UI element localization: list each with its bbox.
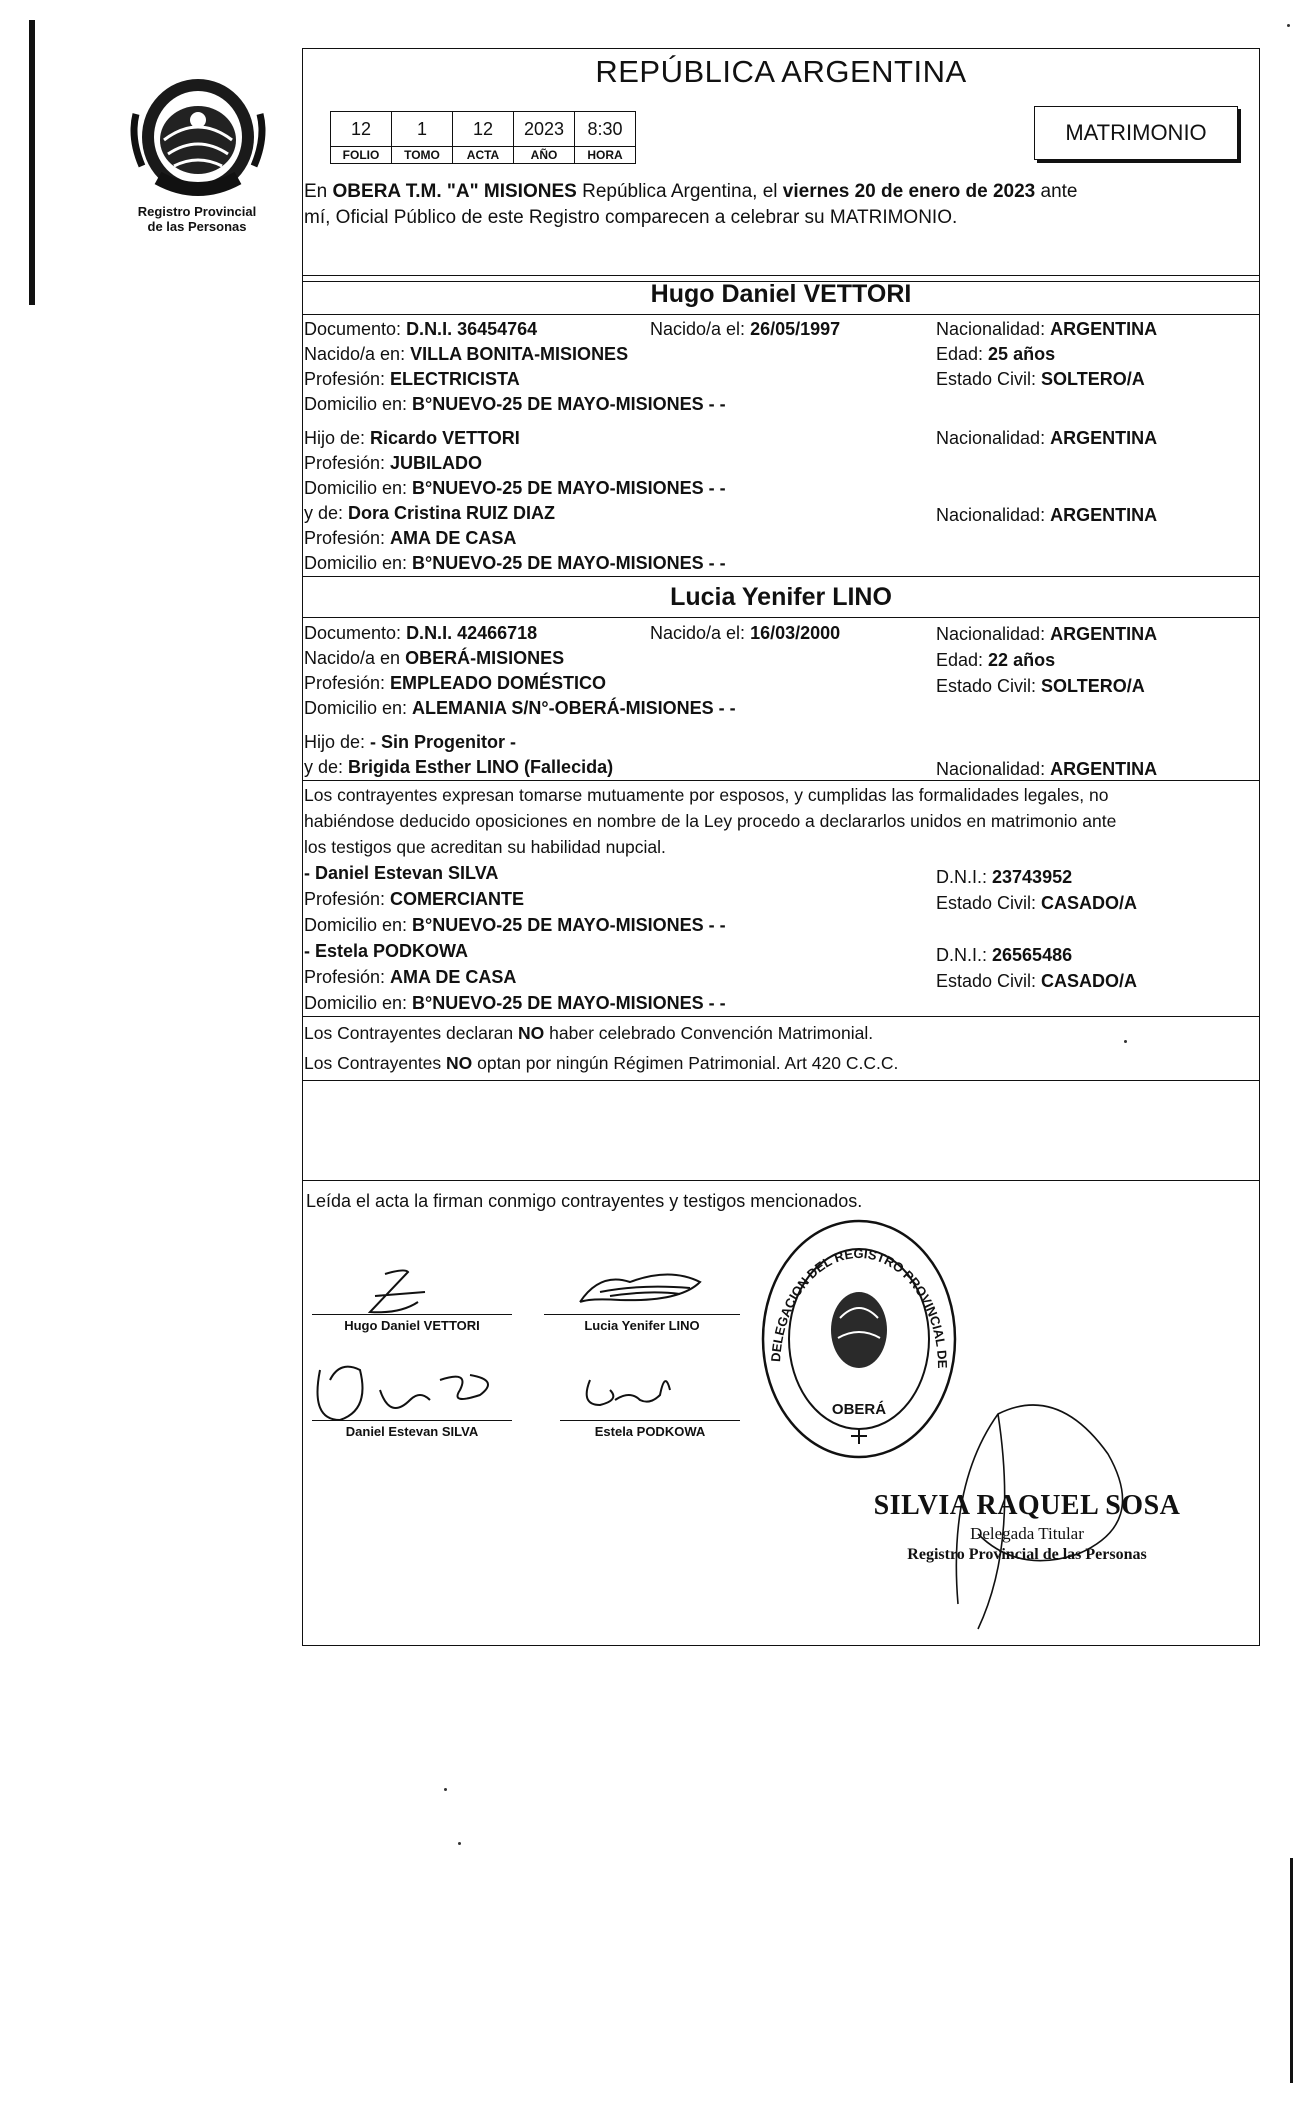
- signature-label-daniel: Daniel Estevan SILVA: [345, 1424, 479, 1439]
- speck: [458, 1842, 461, 1845]
- right-margin-bar: [1290, 1858, 1293, 2083]
- anio-label: AÑO: [514, 147, 575, 164]
- witness1-profession: Profesión: COMERCIANTE: [304, 889, 525, 909]
- intro-line-1: En OBERA T.M. "A" MISIONES República Argentina, el viernes 20 de enero de 2023 ante: [304, 181, 1078, 202]
- signature-line: [312, 1314, 512, 1315]
- registry-caption-line2: de las Personas: [147, 219, 247, 234]
- divider: [302, 1180, 1260, 1181]
- witness1-name: - Daniel Estevan SILVA: [304, 863, 499, 883]
- spouse1-address: Domicilio en: B°NUEVO-25 DE MAYO-MISIONES - -: [304, 394, 726, 414]
- witness2-civil-status: Estado Civil: CASADO/A: [936, 971, 1138, 991]
- spouse2-mother-nationality: Nacionalidad: ARGENTINA: [936, 759, 1158, 779]
- signature-label-lucia: Lucia Yenifer LINO: [584, 1318, 700, 1333]
- official-stamp: [872, 1490, 1182, 1620]
- spouse1-birthplace: Nacido/a en: VILLA BONITA-MISIONES: [304, 344, 629, 364]
- note-convention: Los Contrayentes declaran NO haber celebrado Convención Matrimonial.: [304, 1023, 874, 1043]
- hora-value: 8:30: [575, 112, 636, 147]
- registry-caption: [112, 204, 282, 234]
- spouse2-father: Hijo de: - Sin Progenitor -: [304, 732, 517, 752]
- divider: [302, 576, 1260, 577]
- divider: [302, 1080, 1260, 1081]
- official-role: Delegada Titular: [970, 1524, 1084, 1543]
- witness2-address: Domicilio en: B°NUEVO-25 DE MAYO-MISIONES - -: [304, 993, 726, 1013]
- signature-hugo: [330, 1262, 470, 1322]
- spouse1-mother-nationality: Nacionalidad: ARGENTINA: [936, 505, 1158, 525]
- divider: [302, 1016, 1260, 1017]
- witness1-address: Domicilio en: B°NUEVO-25 DE MAYO-MISIONES - -: [304, 915, 726, 935]
- spouse2-address: Domicilio en: ALEMANIA S/N°-OBERÁ-MISIONES - -: [304, 698, 736, 718]
- closing-statement: Leída el acta la firman conmigo contrayentes y testigos mencionados.: [306, 1191, 863, 1211]
- declaration-line-2: habiéndose deducido oposiciones en nombre de la Ley procedo a declararlos unidos en matrimonio ante: [304, 811, 1117, 831]
- folio-value: 12: [331, 112, 392, 147]
- spouse1-nationality: Nacionalidad: ARGENTINA: [936, 319, 1158, 339]
- spouse2-civil-status: Estado Civil: SOLTERO/A: [936, 676, 1145, 696]
- spouse2-nationality: Nacionalidad: ARGENTINA: [936, 624, 1158, 644]
- hora-label: HORA: [575, 147, 636, 164]
- spouse2-document: Documento: D.N.I. 42466718: [304, 623, 538, 643]
- signature-line: [560, 1420, 740, 1421]
- spouse1-document: Documento: D.N.I. 36454764: [304, 319, 538, 339]
- acta-value: 12: [453, 112, 514, 147]
- spouse2-birth-date: Nacido/a el: 16/03/2000: [650, 623, 841, 643]
- acta-label: ACTA: [453, 147, 514, 164]
- registry-caption-line1: Registro Provincial: [137, 204, 257, 219]
- signature-label-estela: Estela PODKOWA: [594, 1424, 706, 1439]
- spouse1-profession: Profesión: ELECTRICISTA: [304, 369, 520, 389]
- spouse2-age: Edad: 22 años: [936, 650, 1056, 670]
- witness1-dni: D.N.I.: 23743952: [936, 867, 1073, 887]
- divider: [302, 314, 1260, 315]
- speck: [444, 1788, 447, 1791]
- spouse2-name: Lucia Yenifer LINO: [670, 583, 892, 611]
- signature-line: [544, 1314, 740, 1315]
- left-margin-bar: [29, 20, 35, 305]
- tomo-value: 1: [392, 112, 453, 147]
- divider: [302, 1080, 303, 1180]
- spouse1-civil-status: Estado Civil: SOLTERO/A: [936, 369, 1145, 389]
- signature-lucia: [560, 1262, 720, 1322]
- spouse2-profession: Profesión: EMPLEADO DOMÉSTICO: [304, 673, 607, 693]
- witness2-dni: D.N.I.: 26565486: [936, 945, 1073, 965]
- declaration-line-3: los testigos que acreditan su habilidad nupcial.: [304, 837, 666, 857]
- stamp-ring-text: DELEGACION DEL REGISTRO PROVINCIAL DE: [768, 1245, 951, 1369]
- speck: [1124, 1040, 1127, 1043]
- witness2-name: - Estela PODKOWA: [304, 941, 469, 961]
- signature-label-hugo: Hugo Daniel VETTORI: [344, 1318, 480, 1333]
- note-regime: Los Contrayentes NO optan por ningún Régimen Patrimonial. Art 420 C.C.C.: [304, 1053, 899, 1073]
- signature-daniel: [300, 1350, 510, 1430]
- signature-line: [312, 1420, 512, 1421]
- country-title: REPÚBLICA ARGENTINA: [595, 54, 967, 89]
- divider: [302, 617, 1260, 618]
- spouse1-mother: y de: Dora Cristina RUIZ DIAZ: [304, 503, 556, 523]
- spouse1-father-address: Domicilio en: B°NUEVO-25 DE MAYO-MISIONES - -: [304, 478, 726, 498]
- official-organization: Registro Provincial de las Personas: [907, 1546, 1147, 1563]
- spouse1-birth-date: Nacido/a el: 26/05/1997: [650, 319, 841, 339]
- spouse1-father-profession: Profesión: JUBILADO: [304, 453, 483, 473]
- witness1-civil-status: Estado Civil: CASADO/A: [936, 893, 1138, 913]
- spouse2-mother: y de: Brigida Esther LINO (Fallecida): [304, 757, 614, 777]
- act-type-box: MATRIMONIO: [1034, 106, 1238, 160]
- spouse1-name: Hugo Daniel VETTORI: [650, 280, 912, 308]
- spouse1-father: Hijo de: Ricardo VETTORI: [304, 428, 520, 448]
- anio-value: 2023: [514, 112, 575, 147]
- tomo-label: TOMO: [392, 147, 453, 164]
- official-name: SILVIA RAQUEL SOSA: [873, 1490, 1181, 1521]
- spouse1-mother-address: Domicilio en: B°NUEVO-25 DE MAYO-MISIONES - -: [304, 553, 726, 573]
- intro-line-2: mí, Oficial Público de este Registro comparecen a celebrar su MATRIMONIO.: [304, 207, 958, 228]
- act-metadata-table: [330, 111, 636, 164]
- provincial-seal: [128, 74, 268, 200]
- witness2-profession: Profesión: AMA DE CASA: [304, 967, 517, 987]
- delegation-stamp: [760, 1218, 958, 1460]
- spouse1-mother-profession: Profesión: AMA DE CASA: [304, 528, 517, 548]
- spouse1-age: Edad: 25 años: [936, 344, 1056, 364]
- spouse1-father-nationality: Nacionalidad: ARGENTINA: [936, 428, 1158, 448]
- speck: [1287, 24, 1290, 27]
- divider: [302, 275, 1260, 276]
- stamp-city: OBERÁ: [831, 1401, 887, 1418]
- divider: [302, 780, 1260, 781]
- folio-label: FOLIO: [331, 147, 392, 164]
- signature-estela: [570, 1360, 690, 1420]
- declaration-line-1: Los contrayentes expresan tomarse mutuamente por esposos, y cumplidas las formalidades legales, no: [304, 785, 1109, 805]
- spouse2-birthplace: Nacido/a en OBERÁ-MISIONES: [304, 648, 565, 668]
